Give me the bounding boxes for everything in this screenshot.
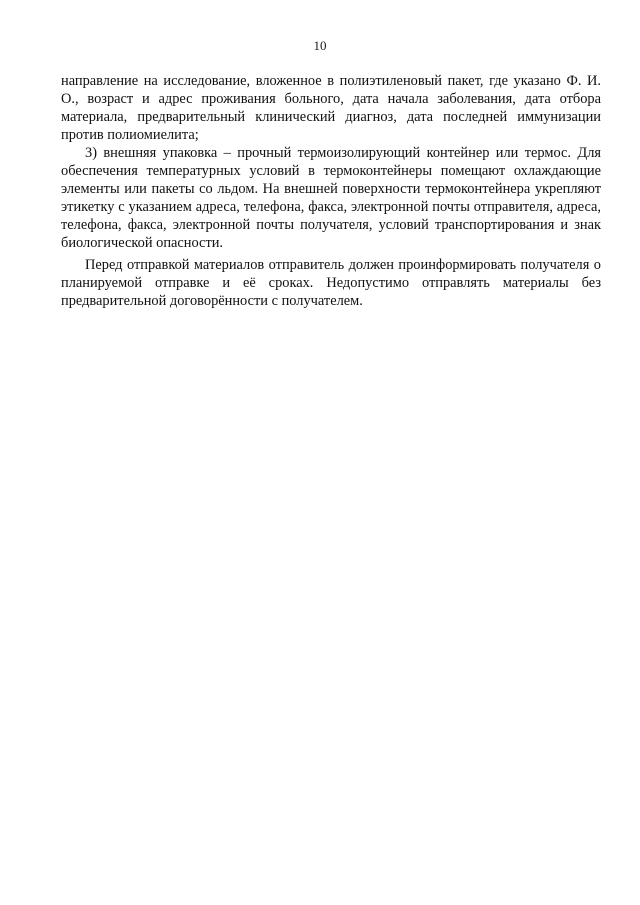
document-body — [61, 72, 601, 310]
paragraph-referral-continuation: направление на исследование, вложенное в полиэтиленовый пакет, где указано Ф. И. О., возраст и адрес проживания больного, дата начала заболевания, дата отбора материала, предварительный клинический диагноз, дата последней иммунизации против полиомиелита; — [61, 73, 601, 143]
paragraph-sender-notification: Перед отправкой материалов отправитель должен проинформировать получателя о планируемой отправке и её сроках. Недопустимо отправлять материалы без предварительной договорённости с получателем. — [61, 257, 601, 309]
page-number: 10 — [313, 38, 327, 53]
paragraph-outer-packaging: 3) внешняя упаковка – прочный термоизолирующий контейнер или термос. Для обеспечения температурных условий в термоконтейнеры помещают охлаждающие элементы или пакеты со льдом. На внешней поверхности термоконтейнера укрепляют этикетку с указанием адреса, телефона, факса, электронной почты отправителя, адреса, телефона, факса, электронной почты получателя, условий транспортирования и знак биологической опасности. — [61, 145, 601, 251]
